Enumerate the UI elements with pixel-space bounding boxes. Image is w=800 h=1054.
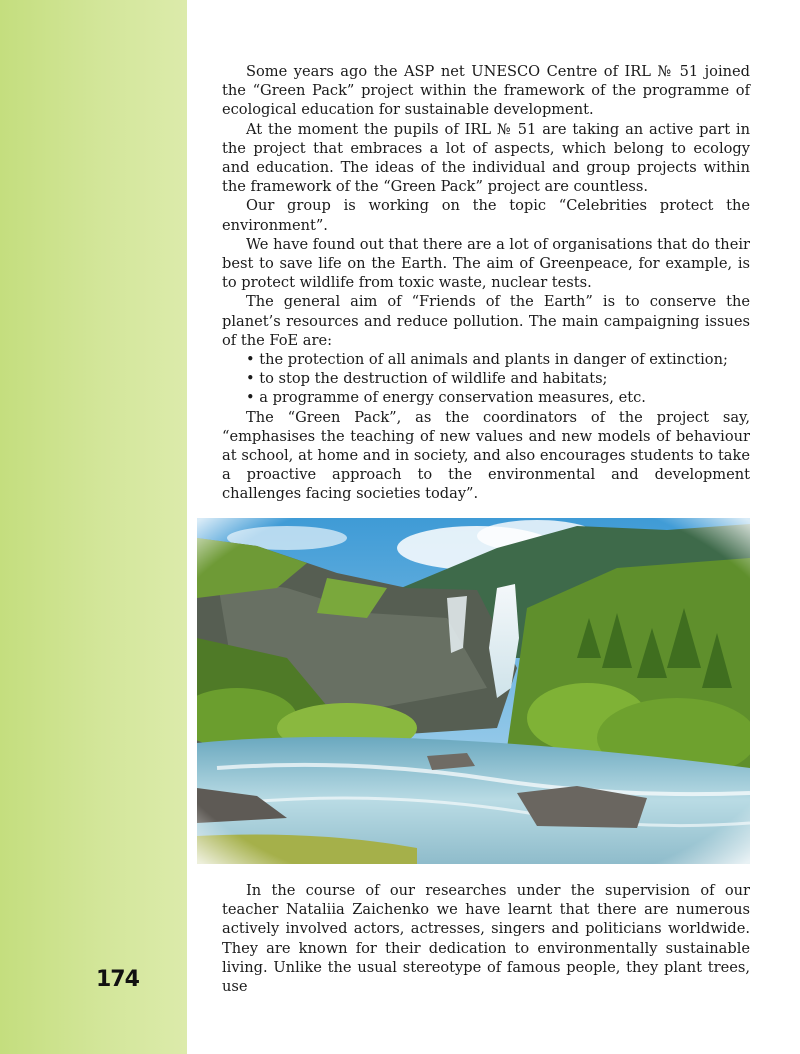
article-text-top [222,62,750,504]
paragraph: Some years ago the ASP net UNESCO Centre of IRL № 51 joined the “Green Pack” project within the framework of the programme of ecological education for sustainable development. [222,63,750,119]
paragraph: The general aim of “Friends of the Earth” is to conserve the planet’s resources and reduce pollution. The main campaigning issues of the FoE are: [222,293,750,349]
page-number: 174 [96,967,139,992]
paragraph: We have found out that there are a lot of organisations that do their best to save life on the Earth. The aim of Greenpeace, for example, is to protect wildlife from toxic waste, nuclear tests. [222,235,750,292]
foe-issues-list [222,350,750,408]
waterfall-landscape-photo [197,518,750,864]
paragraph: At the moment the pupils of IRL № 51 are taking an active part in the project that embraces a lot of aspects, which belong to ecology and education. The ideas of the individual and group projects within the framework of the “Green Pack” project are countless. [222,120,750,196]
paragraph: The “Green Pack”, as the coordinators of the project say, “emphasises the teaching of new values and new models of behaviour at school, at home and in society, and also encourages students to take a proactive approach to the environmental and development challenges facing societies today”. [222,408,750,503]
paragraph: Our group is working on the topic “Celebrities protect the environment”. [222,197,750,234]
list-item: • a programme of energy conservation measures, etc. [222,388,750,407]
list-item: • to stop the destruction of wildlife and habitats; [222,369,750,388]
page-sidebar [0,0,187,1054]
photo-vignette [197,518,750,864]
landscape-illustration [197,518,750,864]
list-item: • the protection of all animals and plants in danger of extinction; [222,350,750,369]
article-text-bottom [222,881,750,996]
paragraph: In the course of our researches under the supervision of our teacher Nataliia Zaichenko we have learnt that there are numerous actively involved actors, actresses, singers and politicians worldwide. They are known for their dedication to environmentally sustainable living. Unlike the usual stereotype of famous people, they plant trees, use [222,882,750,996]
